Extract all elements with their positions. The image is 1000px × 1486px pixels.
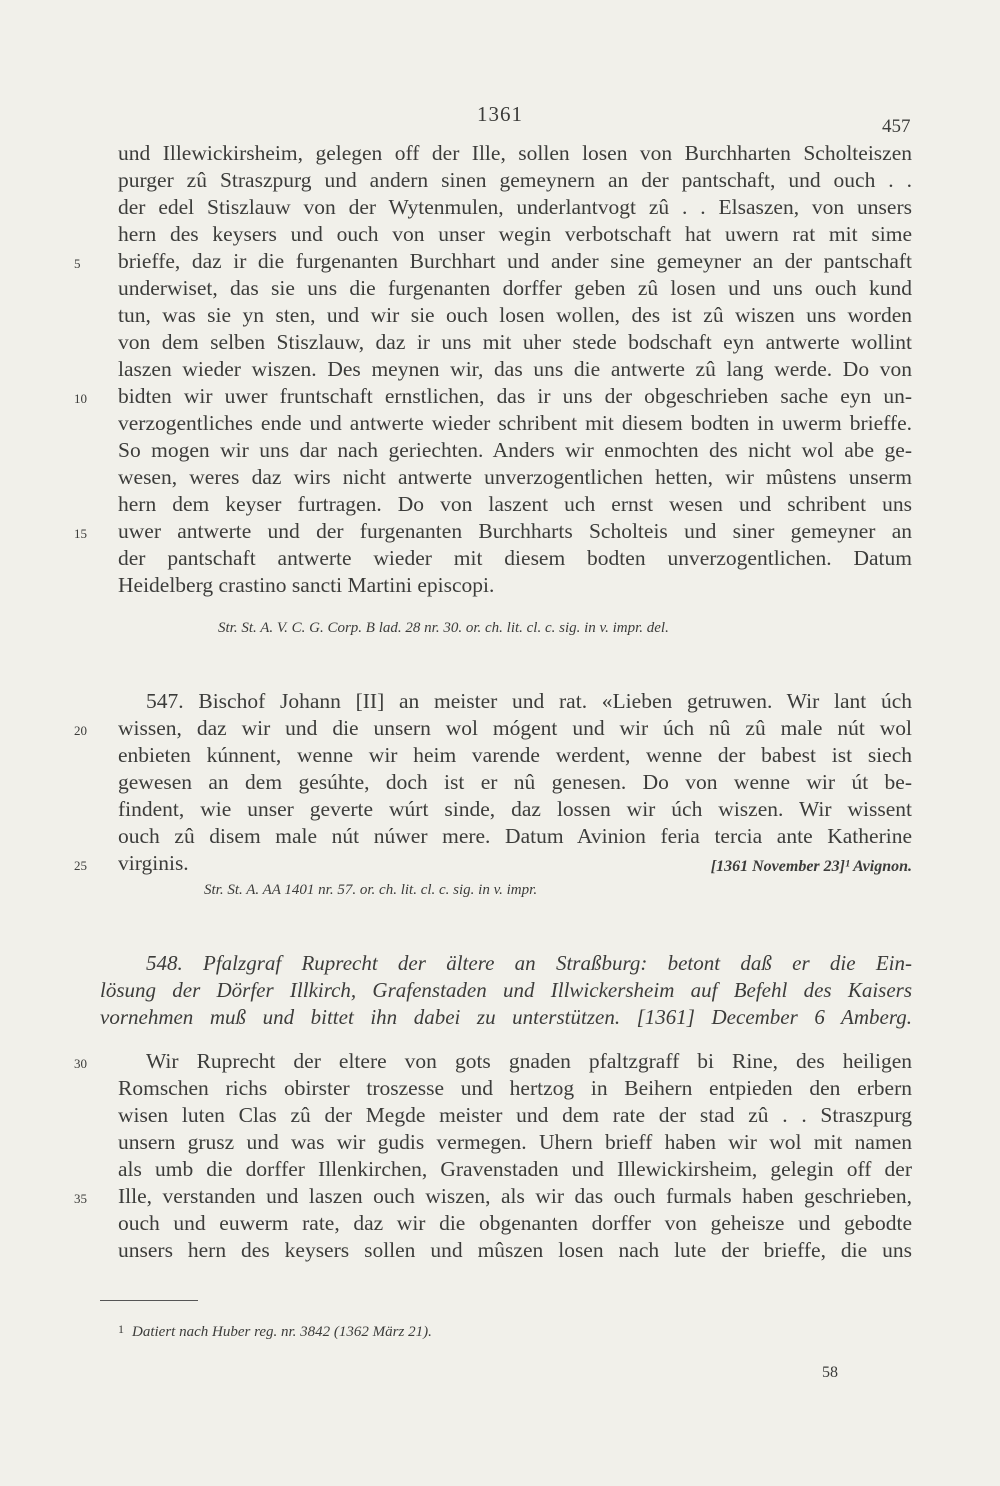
text-line: unsern grusz und was wir gudis vermegen. Uhern brieff haben wir wol mit namen <box>118 1130 912 1154</box>
text-line: Wir Ruprecht der eltere von gots gnaden pfaltzgraff bi Rine, des heiligen <box>146 1049 912 1073</box>
text-line: bidten wir uwer fruntschaft ernstlichen, das ir uns der obgeschrieben sache eyn un- <box>118 384 912 408</box>
text-line: uwer antwerte und der furgenanten Burchharts Scholteis und siner gemeyner an <box>118 519 912 543</box>
source-citation: Str. St. A. V. C. G. Corp. B lad. 28 nr. 30. or. ch. lit. cl. c. sig. in v. impr. del. <box>218 620 669 636</box>
text-line: ouch zû disem male nút núwer mere. Datum Avinion feria tercia ante Katherine <box>118 824 912 848</box>
text-line: unsers hern des keysers sollen und mûszen losen nach lute der brieffe, die uns <box>118 1238 912 1262</box>
running-head-year: 1361 <box>477 102 523 126</box>
text-line: Ille, verstanden und laszen ouch wiszen, als wir das ouch furmals haben geschrieben, <box>118 1184 912 1208</box>
text-line: als umb die dorffer Illenkirchen, Gravenstaden und Illewickirsheim, gelegin off der <box>118 1157 912 1181</box>
footnote-mark: 1 <box>118 1322 124 1336</box>
text-line: virginis. <box>118 851 189 875</box>
text-line: Heidelberg crastino sancti Martini episcopi. <box>118 573 495 597</box>
page-number: 457 <box>882 116 911 137</box>
line-number: 5 <box>74 256 81 271</box>
text-line: ouch und euwerm rate, daz wir die obgenanten dorffer von geheisze und gebodte <box>118 1211 912 1235</box>
text-line: findent, wie unser geverte wúrt sinde, daz lossen wir úch wiszen. Wir wissent <box>118 797 912 821</box>
text-line: von dem selben Stiszlauw, daz ir uns mit uher stede bodschaft eyn antwerte wollint <box>118 330 912 354</box>
regest-line: 548. Pfalzgraf Ruprecht der ältere an Straßburg: betont daß er die Ein- <box>146 951 912 975</box>
text-line: hern des keysers und ouch von unser wegin verbotschaft hat uwern rat mit sime <box>118 222 912 246</box>
footnote: Datiert nach Huber reg. nr. 3842 (1362 März 21). <box>132 1324 432 1340</box>
regest-line: lösung der Dörfer Illkirch, Grafenstaden und Illwickersheim auf Befehl des Kaisers <box>100 978 912 1002</box>
text-line: enbieten kúnnent, wenne wir heim varende werdent, wenne der babest ist siech <box>118 743 912 767</box>
text-line: der edel Stiszlauw von der Wytenmulen, underlantvogt zû . . Elsaszen, von unsers <box>118 195 912 219</box>
footnote-rule <box>100 1300 198 1301</box>
text-line: tun, was sie yn sten, und wir sie ouch losen wollen, des ist zû wiszen uns worden <box>118 303 912 327</box>
text-line: wissen, daz wir und die unsern wol mógent und wir úch nû zû male nút wol <box>118 716 912 740</box>
text-line: wisen luten Clas zû der Megde meister und dem rate der stad zû . . Straszpurg <box>118 1103 912 1127</box>
line-number: 10 <box>74 391 87 406</box>
text-line: der pantschaft antwerte wieder mit diesem bodten unverzogentlichen. Datum <box>118 546 912 570</box>
regest-line: vornehmen muß und bittet ihn dabei zu unterstützen. [1361] December 6 Amberg. <box>100 1005 912 1029</box>
sheet-signature: 58 <box>822 1364 838 1381</box>
line-number: 35 <box>74 1191 87 1206</box>
text-line: So mogen wir uns dar nach geriechten. Anders wir enmochten des nicht wol abe ge- <box>118 438 912 462</box>
source-citation: Str. St. A. AA 1401 nr. 57. or. ch. lit. cl. c. sig. in v. impr. <box>204 882 538 898</box>
text-line: verzogentliches ende und antwerte wieder schribent mit diesem bodten in uwerm brieffe. <box>118 411 912 435</box>
text-line: 547. Bischof Johann [II] an meister und rat. «Lieben getruwen. Wir lant úch <box>146 689 912 713</box>
text-line: underwiset, das sie uns die furgenanten dorffer geben zû losen und uns ouch kund <box>118 276 912 300</box>
text-line: Romschen richs obirster troszesse und hertzog in Beihern entpieden den erbern <box>118 1076 912 1100</box>
line-number: 15 <box>74 526 87 541</box>
document-date: [1361 November 23]¹ Avignon. <box>710 858 912 875</box>
text-line: gewesen an dem gesúhte, doch ist er nû genesen. Do von wenne wir út be- <box>118 770 912 794</box>
text-line: brieffe, daz ir die furgenanten Burchhart und ander sine gemeyner an der pantschaft <box>118 249 912 273</box>
text-line: laszen wieder wiszen. Des meynen wir, das uns die antwerte zû lang werde. Do von <box>118 357 912 381</box>
text-line: hern dem keyser furtragen. Do von laszent uch ernst wesen und schribent uns <box>118 492 912 516</box>
line-number: 30 <box>74 1056 87 1071</box>
text-line: wesen, weres daz wirs nicht antwerte unverzogentlichen hetten, wir mûstens unserm <box>118 465 912 489</box>
line-number: 20 <box>74 723 87 738</box>
text-line: und Illewickirsheim, gelegen off der Ille, sollen losen von Burchharten Scholteiszen <box>118 141 912 165</box>
line-number: 25 <box>74 858 87 873</box>
text-line: purger zû Straszpurg und andern sinen gemeynern an der pantschaft, und ouch . . <box>118 168 912 192</box>
